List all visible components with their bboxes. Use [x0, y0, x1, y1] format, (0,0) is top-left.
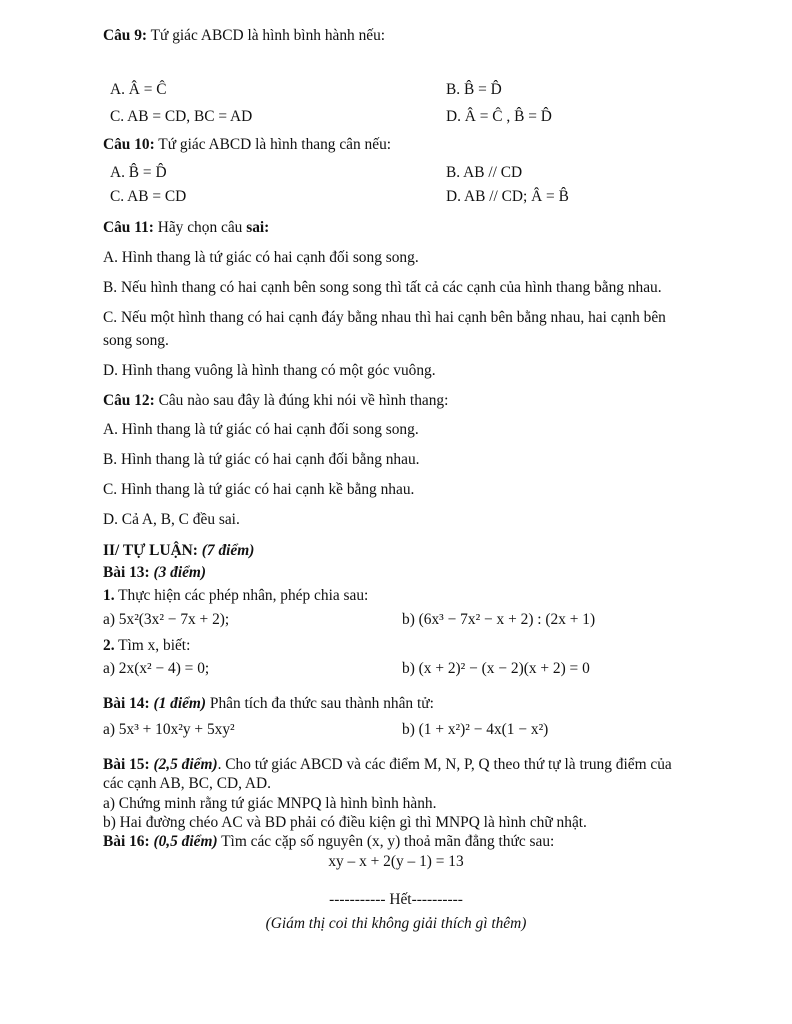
exercise-16 [103, 832, 554, 852]
end-marker: ----------- Hết---------- [329, 891, 463, 908]
exercise-15-part-b: b) Hai đường chéo AC và BD phải có điều kiện gì thì MNPQ là hình chữ nhật. [103, 814, 587, 831]
exercise-label: Bài 15: [103, 756, 150, 773]
question-9 [103, 26, 385, 46]
exercise-13-part-1 [103, 586, 368, 606]
exercise-13-part-2 [103, 636, 190, 656]
exercise-text: . Cho tứ giác ABCD và các điểm M, N, P, Q theo thứ tự là trung điểm của [217, 756, 672, 773]
ex16-equation: xy – x + 2(y – 1) = 13 [328, 853, 464, 870]
proctor-note: (Giám thị coi thi không giải thích gì thêm) [265, 915, 527, 932]
ex13-2b-formula: b) (x + 2)² − (x − 2)(x + 2) = 0 [402, 660, 590, 677]
part-label: II/ TỰ LUẬN: [103, 542, 198, 559]
part-number: 1. [103, 587, 115, 604]
question-text: Tứ giác ABCD là hình bình hành nếu: [147, 27, 386, 44]
exercise-label: Bài 16: [103, 833, 150, 850]
q11-option-a: A. Hình thang là tứ giác có hai cạnh đối song song. [103, 249, 419, 266]
part-text: Tìm x, biết: [114, 637, 191, 654]
q11-option-b: B. Nếu hình thang có hai cạnh bên song song thì tất cả các cạnh của hình thang bằng nhau. [103, 279, 662, 296]
q9-option-b: B. B̂ = D̂ [446, 81, 502, 98]
ex13-1b-formula: b) (6x³ − 7x² − x + 2) : (2x + 1) [402, 611, 596, 628]
q9-option-a: A. Â = Ĉ [110, 81, 167, 98]
question-text: Tứ giác ABCD là hình thang cân nếu: [154, 136, 392, 153]
q11-option-d: D. Hình thang vuông là hình thang có một góc vuông. [103, 362, 436, 379]
ex14-a-formula: a) 5x³ + 10x²y + 5xy² [103, 721, 235, 738]
exercise-14 [103, 694, 434, 714]
exercise-text: Tìm các cặp số nguyên (x, y) thoả mãn đẳng thức sau: [217, 833, 555, 850]
question-text: Hãy chọn câu [153, 219, 247, 236]
q10-option-d: D. AB // CD; Â = B̂ [446, 188, 569, 205]
q11-option-c: C. Nếu một hình thang có hai cạnh đáy bằng nhau thì hai cạnh bên bằng nhau, hai cạnh bên [103, 309, 666, 326]
question-12 [103, 391, 448, 411]
exercise-15-part-a: a) Chứng minh rằng tứ giác MNPQ là hình bình hành. [103, 795, 437, 812]
part-2-heading [103, 541, 254, 561]
ex13-2a-formula: a) 2x(x² − 4) = 0; [103, 660, 210, 677]
q12-option-b: B. Hình thang là tứ giác có hai cạnh đối bằng nhau. [103, 451, 420, 468]
q10-option-b: B. AB // CD [446, 164, 523, 181]
q12-option-a: A. Hình thang là tứ giác có hai cạnh đối song song. [103, 421, 419, 438]
ex13-1a-formula: a) 5x²(3x² − 7x + 2); [103, 611, 230, 628]
q9-option-c: C. AB = CD, BC = AD [110, 108, 253, 125]
question-label: Câu 9: [103, 27, 148, 44]
question-text: Câu nào sau đây là đúng khi nói về hình thang: [154, 392, 449, 409]
exercise-label: Bài 14: [103, 695, 150, 712]
question-label: Câu 12: [103, 392, 155, 409]
exercise-points: (2,5 điểm) [149, 756, 218, 773]
question-11 [103, 218, 269, 238]
question-label: Câu 11: [103, 219, 154, 236]
q12-option-c: C. Hình thang là tứ giác có hai cạnh kề bằng nhau. [103, 481, 415, 498]
exercise-15 [103, 755, 672, 775]
q12-option-d: D. Cả A, B, C đều sai. [103, 511, 240, 528]
part-points: (7 điểm) [197, 542, 255, 559]
question-10 [103, 135, 391, 155]
exercise-points: (3 điểm) [149, 564, 207, 581]
exercise-text: Phân tích đa thức sau thành nhân tử: [206, 695, 434, 712]
q10-option-c: C. AB = CD [110, 188, 187, 205]
question-emphasis: sai: [246, 219, 270, 236]
exercise-points: (1 điểm) [149, 695, 207, 712]
ex14-b-formula: b) (1 + x²)² − 4x(1 − x²) [402, 721, 549, 738]
part-text: Thực hiện các phép nhân, phép chia sau: [114, 587, 369, 604]
exercise-15-text-continued: các cạnh AB, BC, CD, AD. [103, 775, 271, 792]
question-label: Câu 10: [103, 136, 155, 153]
part-number: 2. [103, 637, 115, 654]
exercise-points: (0,5 điểm) [149, 833, 218, 850]
q10-option-a: A. B̂ = D̂ [110, 164, 167, 181]
q9-option-d: D. Â = Ĉ , B̂ = D̂ [446, 108, 552, 125]
exercise-13 [103, 563, 206, 583]
exercise-label: Bài 13: [103, 564, 150, 581]
q11-option-c-continued: song song. [103, 332, 169, 349]
